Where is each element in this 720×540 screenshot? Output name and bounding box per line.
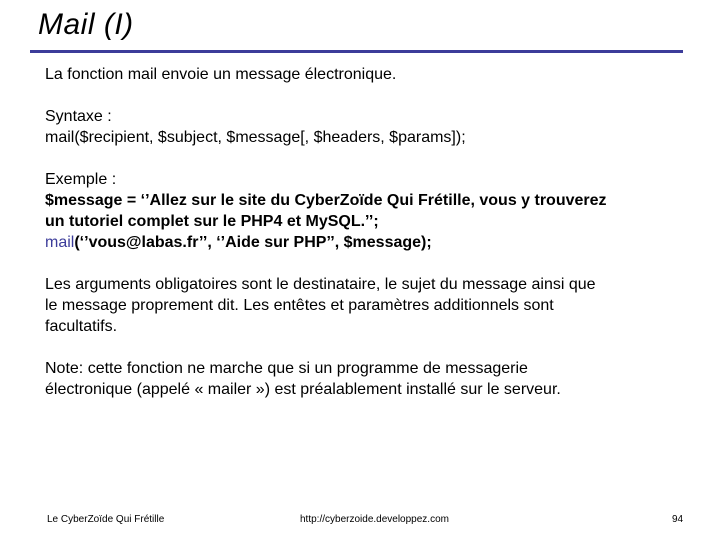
footer-url: http://cyberzoide.developpez.com [300, 514, 449, 525]
intro-text: La fonction mail envoie un message électronique. [45, 66, 397, 83]
args-line-3: facultatifs. [45, 318, 118, 335]
slide-title: Mail (I) [38, 8, 134, 41]
note-line-2: électronique (appelé « mailer ») est préalablement installé sur le serveur. [45, 381, 561, 398]
example-call-args: (‘’vous@labas.fr’’, ‘’Aide sur PHP’’, $message); [74, 234, 432, 251]
footer-site-name: Le CyberZoïde Qui Frétille [47, 514, 165, 525]
syntax-code: mail($recipient, $subject, $message[, $headers, $params]); [45, 129, 466, 146]
example-label: Exemple : [45, 171, 117, 188]
args-line-1: Les arguments obligatoires sont le destinataire, le sujet du message ainsi que [45, 276, 596, 293]
example-line-1: $message = ‘’Allez sur le site du CyberZoïde Qui Frétille, vous y trouverez [45, 192, 607, 209]
args-line-2: le message proprement dit. Les entêtes et paramètres additionnels sont [45, 297, 554, 314]
note-line-1: Note: cette fonction ne marche que si un programme de messagerie [45, 360, 528, 377]
slide-body [45, 64, 695, 400]
example-call-function: mail [45, 234, 75, 251]
page-number: 94 [672, 514, 684, 525]
syntax-label: Syntaxe : [45, 108, 112, 125]
example-line-2: un tutoriel complet sur le PHP4 et MySQL.’’; [45, 213, 379, 230]
title-underline [30, 50, 683, 53]
example-call [45, 232, 695, 253]
